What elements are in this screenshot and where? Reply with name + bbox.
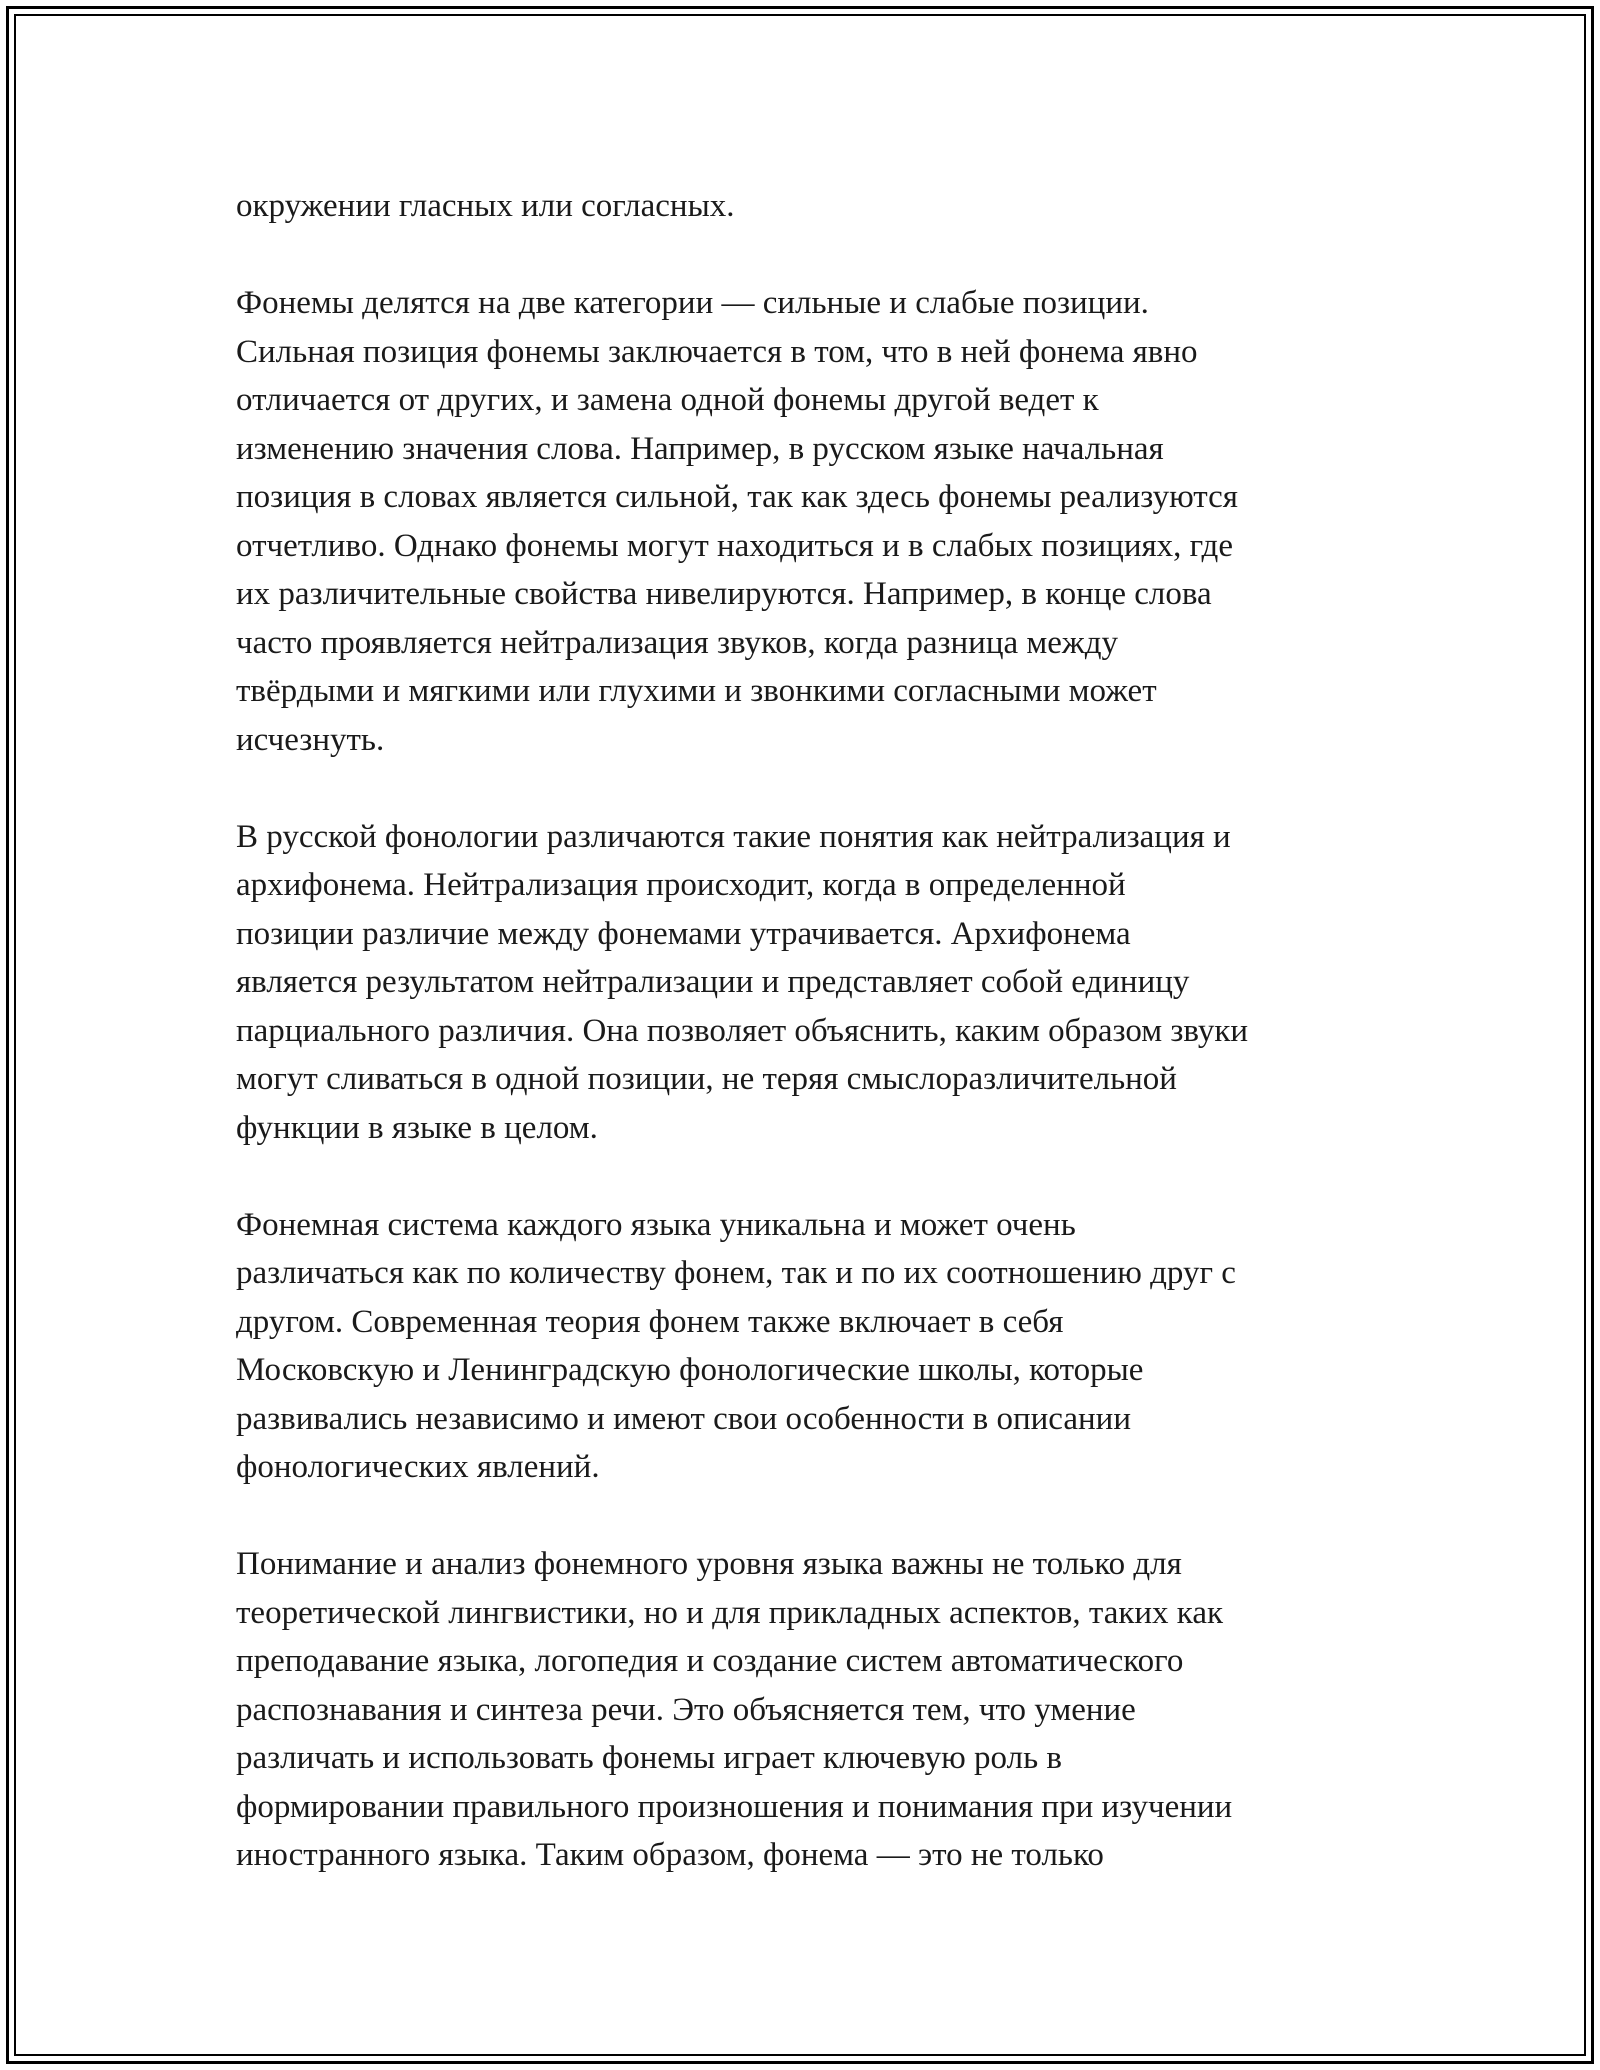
text-line: отличается от других, и замена одной фонемы другой ведет к xyxy=(236,382,1099,418)
text-line: различаться как по количеству фонем, так и по их соотношению друг с xyxy=(236,1255,1236,1291)
text-line: отчетливо. Однако фонемы могут находиться и в слабых позициях, где xyxy=(236,527,1233,564)
text-line: могут сливаться в одной позиции, не теряя смыслоразличительной xyxy=(236,1061,1177,1097)
text-line: теоретической лингвистики, но и для прикладных аспектов, таких как xyxy=(236,1594,1224,1631)
text-line: Фонемы делятся на две категории — сильные и слабые позиции. xyxy=(236,285,1149,321)
text-line: В русской фонологии различаются такие понятия как нейтрализация и xyxy=(236,818,1231,855)
text-line: архифонема. Нейтрализация происходит, когда в определенной xyxy=(236,867,1126,903)
paragraph-1 xyxy=(236,182,1386,231)
paragraph-5 xyxy=(236,1540,1386,1880)
text-line: Сильная позиция фонемы заключается в том, что в ней фонема явно xyxy=(236,333,1198,370)
text-line: Понимание и анализ фонемного уровня языка важны не только для xyxy=(236,1546,1182,1582)
text-line: функции в языке в целом. xyxy=(236,1109,598,1146)
document-body xyxy=(236,182,1386,1928)
text-line: их различительные свойства нивелируются. Например, в конце слова xyxy=(236,576,1212,612)
paragraph-2 xyxy=(236,279,1386,764)
text-line: Московскую и Ленинградскую фонологические школы, которые xyxy=(236,1352,1144,1388)
text-line: распознавания и синтеза речи. Это объясняется тем, что умение xyxy=(236,1691,1136,1728)
text-line: различать и использовать фонемы играет ключевую роль в xyxy=(236,1740,1062,1776)
text-line: парциального различия. Она позволяет объяснить, каким образом звуки xyxy=(236,1012,1249,1049)
text-line: иностранного языка. Таким образом, фонема — это не только xyxy=(236,1837,1104,1873)
text-line: позиция в словах является сильной, так как здесь фонемы реализуются xyxy=(236,479,1238,515)
text-line: исчезнуть. xyxy=(236,721,385,758)
text-line: формировании правильного произношения и понимания при изучении xyxy=(236,1788,1233,1825)
text-line: Фонемная система каждого языка уникальна и может очень xyxy=(236,1206,1076,1243)
text-line: преподавание языка, логопедия и создание систем автоматического xyxy=(236,1643,1184,1679)
text-line: окружении гласных или согласных. xyxy=(236,188,735,224)
text-line: развивались независимо и имеют свои особенности в описании xyxy=(236,1400,1131,1437)
text-line: фонологических явлений. xyxy=(236,1449,600,1485)
text-line: позиции различие между фонемами утрачивается. Архифонема xyxy=(236,915,1131,952)
paragraph-4 xyxy=(236,1201,1386,1492)
paragraph-3 xyxy=(236,813,1386,1153)
text-line: является результатом нейтрализации и представляет собой единицу xyxy=(236,964,1190,1000)
text-line: часто проявляется нейтрализация звуков, когда разница между xyxy=(236,624,1119,661)
text-line: твёрдыми и мягкими или глухими и звонкими согласными может xyxy=(236,673,1157,709)
text-line: другом. Современная теория фонем также включает в себя xyxy=(236,1303,1064,1340)
text-line: изменению значения слова. Например, в русском языке начальная xyxy=(236,430,1164,467)
